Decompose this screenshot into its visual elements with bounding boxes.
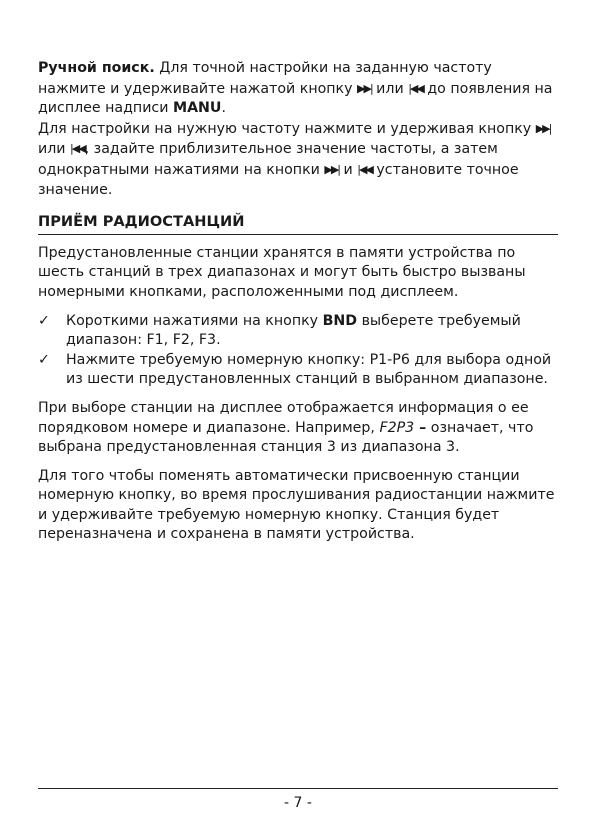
next-track-icon: ▶▶| — [324, 162, 339, 176]
section-heading: ПРИЁМ РАДИОСТАНЦИЙ — [38, 212, 558, 235]
next-track-icon: ▶▶| — [535, 121, 551, 135]
footer-divider — [38, 788, 558, 789]
prev-track-icon: |◀◀ — [408, 81, 423, 95]
manual-search-title: Ручной поиск. — [38, 60, 155, 76]
list-item — [38, 312, 558, 351]
manu-label: MANU — [172, 100, 222, 117]
next-track-icon: ▶▶| — [357, 81, 372, 95]
text: Для настройки на нужную частоту нажмите и удерживая кнопку — [38, 120, 536, 137]
text: Для точной настройки на заданную частоту нажмите и удерживайте нажатой кнопку — [38, 60, 492, 97]
manual-page — [38, 59, 558, 554]
text: . — [221, 100, 226, 117]
text: установите точное значение. — [38, 161, 519, 198]
checkmark-icon: ✓ — [38, 312, 50, 329]
page-number: - 7 - — [284, 795, 312, 811]
manual-search-paragraph — [38, 59, 558, 200]
text: При выборе станции на дисплее отображается информация о ее порядковом номере и диапазоне. Например, — [38, 399, 529, 436]
bnd-label: BND — [322, 312, 358, 329]
list-item — [38, 351, 558, 390]
example-code: F2P3 — [379, 419, 415, 436]
text: или — [371, 80, 409, 97]
text: или — [38, 141, 71, 158]
text: Короткими нажатиями на кнопку — [66, 312, 323, 329]
text: , задайте приблизительное значение частоты, а затем однократными нажатиями на кнопки — [38, 141, 498, 178]
text: и — [339, 161, 358, 178]
intro-paragraph: Предустановленные станции хранятся в памяти устройства по шесть станций в трех диапазонах и могут быть быстро вызваны номерными кнопками, расположенными под дисплеем. — [38, 244, 526, 300]
text: выберете требуемый диапазон: F1, F2, F3. — [66, 312, 521, 349]
display-info-paragraph — [38, 399, 558, 458]
reassign-paragraph: Для того чтобы поменять автоматически присвоенную станции номерную кнопку, во время прослушивания радиостанции нажмите и удерживайте требуемую номерную кнопку. Станция будет переназначена и сохранена в памяти устройства. — [38, 467, 555, 543]
instruction-list — [38, 312, 558, 390]
dash: – — [414, 419, 427, 436]
text: до появления на дисплее надписи — [38, 80, 553, 117]
prev-track-icon: |◀◀ — [70, 142, 85, 156]
text: означает, что выбрана предустановленная станция 3 из диапазона 3. — [38, 419, 534, 456]
checkmark-icon: ✓ — [38, 351, 50, 368]
text: Нажмите требуемую номерную кнопку: P1-P6 для выбора одной из шести предустановленных станций в выбранном диапазоне. — [66, 351, 552, 388]
prev-track-icon: |◀◀ — [357, 162, 372, 176]
